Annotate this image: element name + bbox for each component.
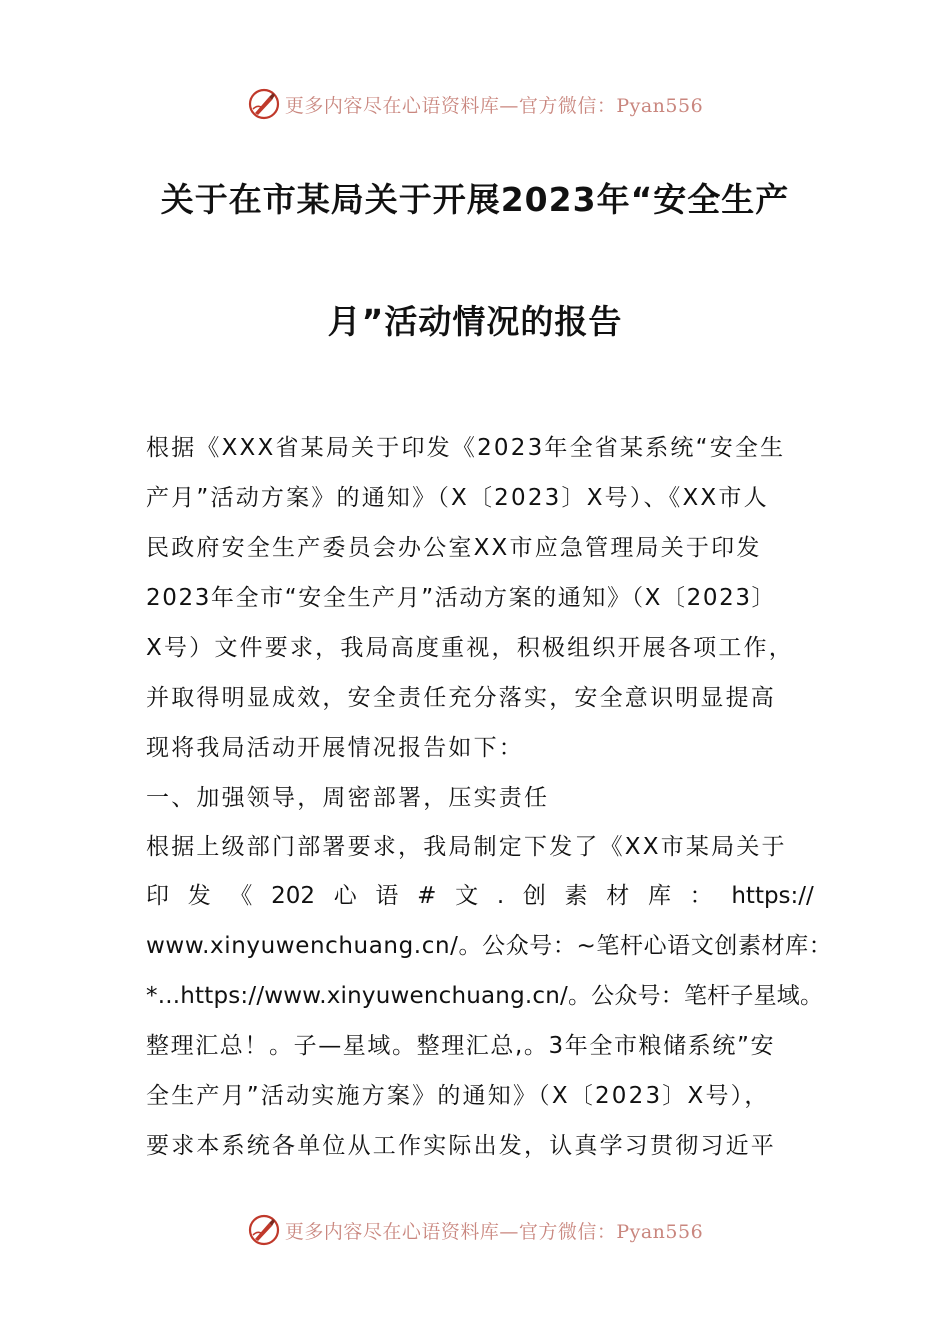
spread-token: 心 (333, 883, 357, 909)
body-line: 民政府安全生产委员会办公室XX市应急管理局关于印发 (146, 535, 762, 561)
body-line: 2023年全市“安全生产月”活动方案的通知》（X〔2023〕 (146, 585, 777, 611)
pen-logo-icon (247, 1213, 281, 1247)
spread-token: . (496, 883, 505, 909)
body-line: X号）文件要求，我局高度重视，积极组织开展各项工作， (146, 635, 794, 661)
section-heading: 一、加强领导，周密部署，压实责任 (146, 785, 550, 811)
body-line: 现将我局活动开展情况报告如下： (146, 735, 524, 761)
document-title-line-1: 关于在市某局关于开展2023年“安全生产 (160, 180, 790, 219)
spread-token: 库 (647, 883, 671, 909)
spread-token: # (417, 883, 437, 909)
spread-token: 发 (187, 883, 211, 909)
spread-token: 素 (564, 883, 588, 909)
spread-token: 印 (146, 883, 169, 909)
spread-token: 《 (229, 883, 253, 909)
spread-token: 材 (606, 883, 630, 909)
footer-watermark (0, 1210, 950, 1250)
header-watermark (0, 84, 950, 124)
pen-logo-icon (247, 87, 281, 121)
body-line: 要求本系统各单位从工作实际出发，认真学习贯彻习近平 (146, 1133, 776, 1159)
watermark-text: 更多内容尽在心语资料库—官方微信：Pyan556 (284, 94, 704, 117)
document-title-line-2: 月”活动情况的报告 (327, 302, 623, 341)
body-line-spread (146, 881, 814, 911)
body-line: 根据上级部门部署要求，我局制定下发了《XX市某局关于 (146, 834, 787, 860)
spread-token: https:// (731, 883, 814, 909)
body-line: 全生产月”活动实施方案》的通知》（X〔2023〕X号）， (146, 1083, 770, 1109)
body-line: *...https://www.xinyuwenchuang.cn/。公众号：笔杆子星域。 (146, 983, 824, 1009)
body-line: 产月”活动方案》的通知》（X〔2023〕X号）、《XX市人 (146, 485, 769, 511)
body-line: www.xinyuwenchuang.cn/。公众号：~笔杆心语文创素材库： (146, 933, 833, 959)
spread-token: 语 (375, 883, 399, 909)
spread-token: 文 (455, 883, 479, 909)
body-line: 整理汇总！。子—星域。整理汇总,。3年全市粮储系统”安 (146, 1033, 776, 1059)
spread-token: 202 (271, 883, 316, 909)
body-line: 根据《XXX省某局关于印发《2023年全省某系统“安全生 (146, 435, 786, 461)
spread-token: ： (689, 883, 713, 909)
spread-token: 创 (522, 883, 546, 909)
watermark-text: 更多内容尽在心语资料库—官方微信：Pyan556 (284, 1220, 704, 1243)
body-line: 并取得明显成效，安全责任充分落实，安全意识明显提高 (146, 685, 776, 711)
